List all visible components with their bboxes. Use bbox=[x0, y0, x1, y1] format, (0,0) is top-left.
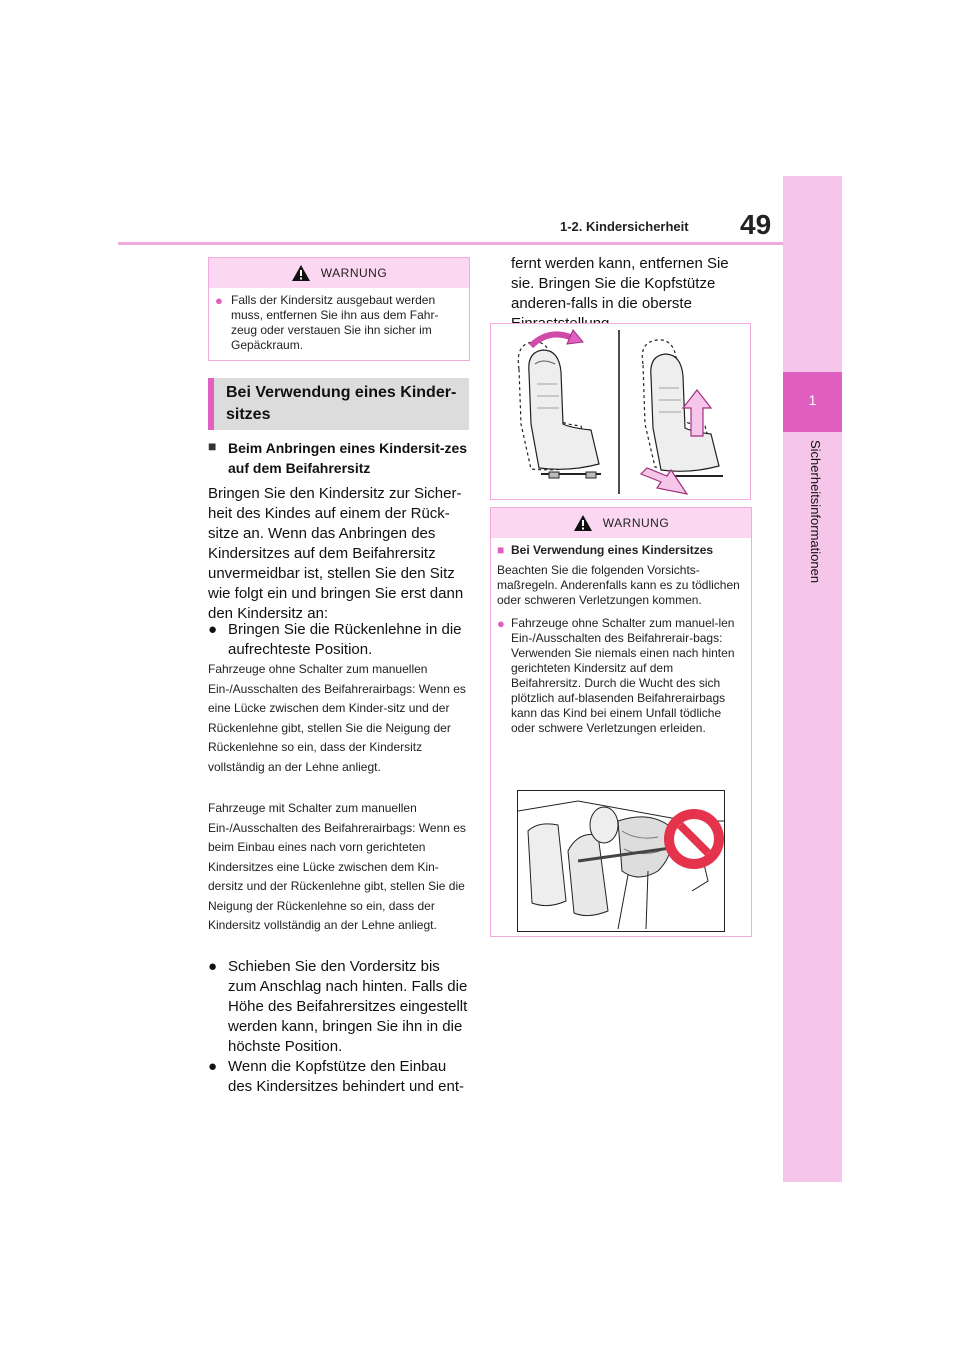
bullet-text: Schieben Sie den Vordersitz bis zum Anschlag nach hinten. Falls die Höhe des Beifahrersitzes eingestellt werden kann, bringen Sie ihn in die höchste Position. bbox=[228, 958, 468, 1055]
bullet-text: Bringen Sie die Rückenlehne in die aufrechteste Position. bbox=[228, 621, 462, 658]
chapter-label: Sicherheitsinformationen bbox=[808, 440, 823, 584]
bullet-text: Wenn die Kopfstütze den Einbau des Kindersitzes behindert und ent- bbox=[228, 1058, 464, 1095]
warning-header bbox=[209, 258, 469, 288]
intro-paragraph: Bringen Sie den Kindersitz zur Sicher-heit des Kindes auf einem der Rück-sitze an. Wenn das Anbringen des Kindersitzes auf dem Beifahrersitz unvermeidbar ist, stellen Sie den Sitz wie folgt ein und bringen Sie erst dann den Kindersitz an: bbox=[208, 485, 464, 622]
page-number: 49 bbox=[740, 209, 772, 240]
note-with-switch: Fahrzeuge mit Schalter zum manuellen Ein-/Ausschalten des Beifahrerairbags: Wenn es beim Einbau eines nach vorn gerichteten Kindersitzes eine Lücke zwischen dem Kin-dersitz und der Rückenlehne gibt, stellen Sie die Neigung der Rückenlehne so ein, dass der Kindersitz vollständig an der Lehne anliegt. bbox=[208, 801, 466, 932]
square-bullet-icon: ■ bbox=[208, 438, 217, 454]
side-tab bbox=[783, 176, 842, 1182]
warning-paragraph: Beachten Sie die folgenden Vorsichts-maßregeln. Anderenfalls kann es zu tödlichen oder schweren Verletzungen kommen. bbox=[497, 563, 740, 607]
bullet-item bbox=[208, 957, 470, 1057]
warning-box-bottom bbox=[490, 507, 752, 937]
note-without-switch: Fahrzeuge ohne Schalter zum manuellen Ein-/Ausschalten des Beifahrerairbags: Wenn es eine Lücke zwischen dem Kinder-sitz und der Rückenlehne gibt, stellen Sie die Neigung der Rückenlehne so ein, dass der Kindersitz vollständig an der Lehne anliegt. bbox=[208, 662, 466, 774]
section-heading-bar bbox=[208, 378, 469, 430]
bullet-icon: ● bbox=[208, 1058, 218, 1075]
header-divider bbox=[118, 242, 784, 245]
airbag-warning-illustration bbox=[517, 790, 725, 932]
right-paragraph: fernt werden kann, entfernen Sie sie. Bringen Sie die Kopfstütze anderen-falls in die oberste bbox=[511, 255, 729, 312]
bullet-icon: ● bbox=[215, 293, 223, 308]
subsection-heading bbox=[208, 438, 470, 478]
square-bullet-icon: ■ bbox=[497, 543, 505, 557]
section-heading: Bei Verwendung eines Kinder-sitzes bbox=[226, 384, 457, 423]
warning-triangle-icon bbox=[573, 514, 593, 532]
subsection-title: Beim Anbringen eines Kindersit-zes auf dem Beifahrersitz bbox=[228, 440, 468, 476]
warning-triangle-icon bbox=[291, 264, 311, 282]
bullet-item bbox=[208, 1057, 470, 1097]
bullet-icon: ● bbox=[208, 621, 218, 638]
bullet-item bbox=[208, 620, 470, 660]
bullet-icon: ● bbox=[497, 616, 505, 631]
airbag-illustration bbox=[518, 791, 724, 931]
section-header: 1-2. Kindersicherheit bbox=[560, 219, 689, 234]
seat-illustration bbox=[491, 324, 750, 499]
warning-box-top bbox=[208, 257, 470, 361]
warning-text: Falls der Kindersitz ausgebaut werden muss, entfernen Sie ihn aus dem Fahr-zeug oder verstauen Sie ihn sicher im Gepäckraum. bbox=[231, 293, 439, 352]
warning-title: WARNUNG bbox=[602, 516, 670, 530]
chapter-number: 1 bbox=[808, 392, 817, 408]
warning-title: WARNUNG bbox=[320, 266, 388, 280]
warning-bullet-text: Fahrzeuge ohne Schalter zum manuel-len Ein-/Ausschalten des Beifahrerair-bags: Verwenden Sie niemals einen nach hinten gerichteten Kindersitz auf dem Beifahrersitz. Durch die Wucht des sich plötzlich auf-blasenden Beifahrerairbags kann das Kind bei einem Unfall tödliche oder schwere Verletzungen erleiden. bbox=[511, 616, 735, 735]
seat-adjustment-illustration bbox=[490, 323, 751, 500]
warning-header bbox=[491, 508, 751, 538]
warning-subhead: Bei Verwendung eines Kindersitzes bbox=[511, 543, 714, 557]
bullet-icon: ● bbox=[208, 958, 218, 975]
